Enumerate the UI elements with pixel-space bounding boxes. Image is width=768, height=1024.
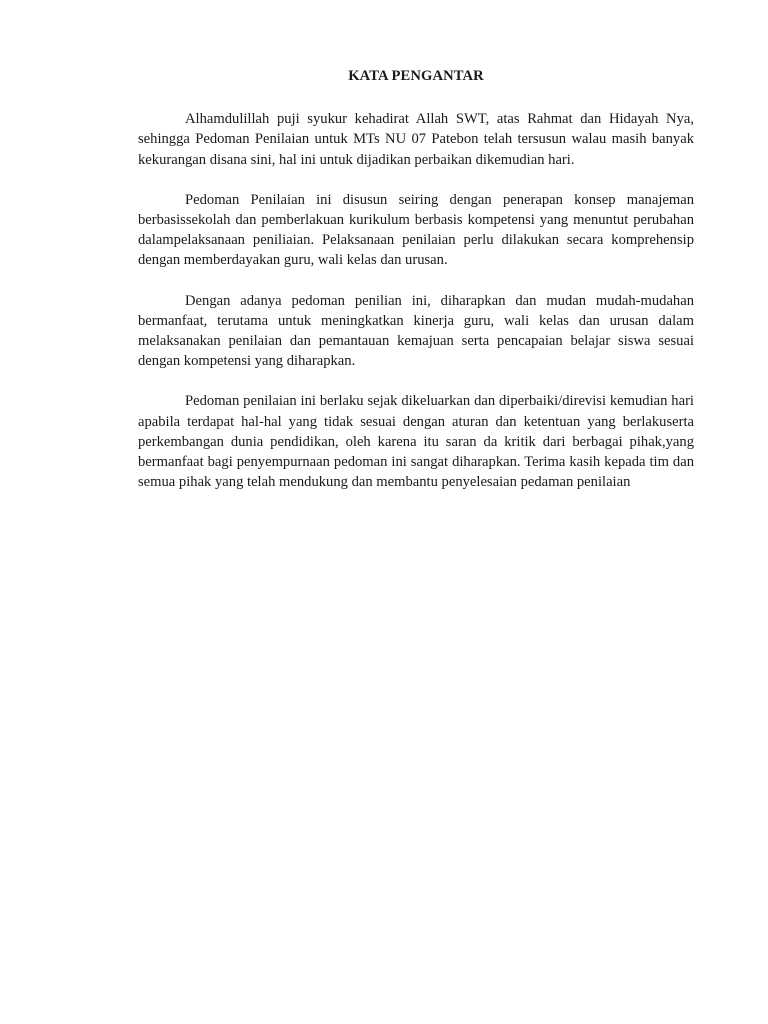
paragraph-4: Pedoman penilaian ini berlaku sejak dikeluarkan dan diperbaiki/direvisi kemudian hari apabila terdapat hal-hal yang tidak sesuai dengan aturan dan ketentuan yang berlakuserta perkembangan dunia pendidikan, oleh karena itu saran da kritik dari berbagai pihak,yang bermanfaat bagi penyempurnaan pedoman ini sangat diharapkan. Terima kasih kepada tim dan semua pihak yang telah mendukung dan membantu penyelesaian pedaman penilaian xyxy=(138,393,694,491)
paragraph-3: Dengan adanya pedoman penilian ini, diharapkan dan mudan mudah-mudahan bermanfaat, terutama untuk meningkatkan kinerja guru, wali kelas dan urusan dalam melaksanakan penilaian dan pemantauan kemajuan serta pencapaian belajar siswa sesuai dengan kompetensi yang diharapkan. xyxy=(138,292,694,370)
document-content xyxy=(138,66,694,512)
paragraph-1: Alhamdulillah puji syukur kehadirat Allah SWT, atas Rahmat dan Hidayah Nya, sehingga Pedoman Penilaian untuk MTs NU 07 Patebon telah tersusun walau masih banyak kekurangan disana sini, hal ini untuk dijadikan perbaikan dikemudian hari. xyxy=(138,111,694,168)
paragraph-2: Pedoman Penilaian ini disusun seiring dengan penerapan konsep manajeman berbasissekolah dan pemberlakuan kurikulum berbasis kompetensi yang menuntut perubahan dalampelaksanaan peniliaian. Pelaksanaan penilaian perlu dilakukan secara komprehensip dengan memberdayakan guru, wali kelas dan urusan. xyxy=(138,191,694,269)
document-title: KATA PENGANTAR xyxy=(348,68,484,84)
